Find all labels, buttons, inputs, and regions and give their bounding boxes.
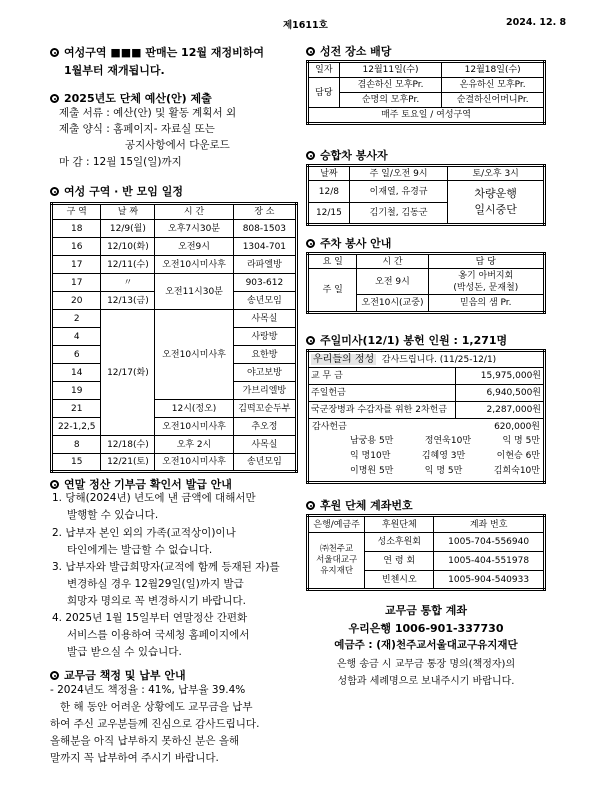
table-row — [52, 238, 297, 256]
assignee-cell: 온유하신 모후Pr. — [442, 78, 545, 93]
offering-label: 주일헌금 — [308, 385, 456, 402]
bullet-icon — [306, 239, 315, 248]
date-cell: 12/15 — [308, 203, 350, 225]
col-header: 12월11일(수) — [339, 62, 442, 78]
area-cell: 8 — [52, 436, 101, 454]
receipt-line: 1. 당해(2024년) 년도에 낸 금액에 대해서만 — [52, 492, 256, 504]
table-row — [52, 310, 297, 328]
holder-cell: ㈜천주교 서울대교구 유지재단 — [308, 533, 365, 590]
flower-title: 성전 장소 배당 — [306, 43, 391, 59]
place-cell: 903-612 — [233, 274, 296, 292]
women-schedule-title: 여성 구역 · 반 모임 일정 — [50, 183, 183, 199]
area-cell: 6 — [52, 346, 101, 364]
area-cell: 14 — [52, 364, 101, 382]
time-cell: 오전11시30분 — [155, 274, 233, 310]
table-row — [52, 256, 297, 274]
receipt-line: 2. 납부자 본인 외의 가족(교적상이)이나 — [52, 527, 236, 539]
offering-title: 주일미사(12/1) 봉헌 인원 : 1,271명 — [306, 332, 507, 348]
parking-title: 주차 봉사 안내 — [306, 235, 391, 251]
budget-line: 마 감 : 12월 15일(일)까지 — [59, 156, 182, 168]
place-cell: 라파엘방 — [233, 256, 296, 274]
receipt-line: 발행할 수 있습니다. — [67, 509, 159, 521]
place-cell: 사랑방 — [233, 328, 296, 346]
offering-label: 교 무 금 — [308, 368, 456, 385]
col-header: 일자 — [308, 62, 340, 78]
area-cell: 4 — [52, 328, 101, 346]
receipt-line: 4. 2025년 1월 15일부터 연말정산 간편화 — [52, 612, 248, 624]
place-cell: 1304-701 — [233, 238, 296, 256]
donor-row: 익 명10만 김혜영 3만 이현승 6만 — [350, 451, 540, 461]
date-cell: 〃 — [101, 274, 155, 292]
accounts-table — [306, 514, 546, 591]
sunday-cell: 김기철, 김동군 — [349, 203, 448, 225]
time-cell: 오전10시(교중) — [357, 295, 428, 313]
col-header: 12월18일(수) — [442, 62, 545, 78]
notice-subtitle: 1월부터 재개됩니다. — [64, 64, 165, 77]
fee-account-holder: 예금주 : (재)천주교서울대교구유지재단 — [334, 639, 518, 651]
assignee-cell: 순명의 모후Pr. — [339, 93, 442, 108]
offering-label: 국군장병과 수감자를 위한 2차헌금 — [308, 402, 456, 419]
bullet-icon — [306, 336, 315, 345]
date-cell: 12/21(토) — [101, 454, 155, 472]
org-cell: 빈첸시오 — [365, 571, 434, 590]
bullet-icon — [50, 187, 59, 196]
offering-amount: 15,975,000원 — [455, 368, 544, 385]
bullet-icon — [50, 94, 59, 103]
col-header: 후원단체 — [365, 516, 434, 533]
table-row — [52, 436, 297, 454]
notice-title: 여성구역 ■■■ 판매는 12월 재정비하여 — [50, 44, 264, 60]
org-cell: 연 령 회 — [365, 552, 434, 571]
col-header: 날 짜 — [101, 204, 155, 220]
col-header: 장 소 — [233, 204, 296, 220]
area-cell: 15 — [52, 454, 101, 472]
area-cell: 2 — [52, 310, 101, 328]
assignee-cell: 순결하신어머니Pr. — [442, 93, 545, 108]
parking-table — [306, 252, 546, 314]
place-cell: 송년모임 — [233, 454, 296, 472]
area-cell: 20 — [52, 292, 101, 310]
owner-cell: 옹기 아버지회 (박성돈, 문재철) — [428, 269, 544, 295]
time-cell: 12시(정오) — [155, 400, 233, 418]
fee-account-note: 은행 송금 시 교무금 통장 명의(책정자)의 — [336, 659, 516, 670]
area-cell: 19 — [52, 382, 101, 400]
col-header: 담 당 — [428, 254, 544, 269]
bullet-icon — [50, 671, 59, 680]
fee-title: 교무금 책정 및 납부 안내 — [50, 667, 186, 683]
col-header: 은행/예금주 — [308, 516, 365, 533]
fee-account-bank: 우리은행 1006-901-337730 — [348, 622, 504, 635]
table-row — [52, 274, 297, 292]
time-cell: 오전10시미사후 — [155, 256, 233, 274]
row-header: 담당 — [308, 78, 340, 108]
place-cell: 김떡꼬순두부 — [233, 400, 296, 418]
offering-table — [306, 349, 546, 484]
receipt-line: 타인에게는 발급할 수 없습니다. — [67, 544, 213, 556]
place-cell: 사목실 — [233, 436, 296, 454]
area-cell: 16 — [52, 238, 101, 256]
table-row — [52, 418, 297, 436]
table-row — [52, 400, 297, 418]
budget-line: 제출 양식 : 홈페이지- 자료실 또는 — [59, 123, 215, 135]
org-cell: 성소후원회 — [365, 533, 434, 552]
receipt-title: 연말 정산 기부금 확인서 발급 안내 — [50, 476, 232, 492]
flower-table — [306, 60, 546, 125]
col-header: 주 일/오전 9시 — [349, 166, 448, 181]
place-cell: 추오정 — [233, 418, 296, 436]
place-cell: 야고보방 — [233, 364, 296, 382]
time-cell: 오후7시30분 — [155, 220, 233, 238]
area-cell: 17 — [52, 256, 101, 274]
receipt-line: 발급 받으실 수 있습니다. — [67, 646, 182, 658]
fee-account-note: 성함과 세례명으로 보내주시기 바랍니다. — [337, 676, 515, 687]
date-cell: 12/18(수) — [101, 436, 155, 454]
offering-amount: 2,287,000원 — [455, 402, 544, 419]
fee-line: 한 해 동안 어려운 상황에도 교무금을 납부 — [60, 701, 253, 713]
bullet-icon — [50, 48, 59, 57]
date-cell: 12/17(화) — [101, 310, 155, 436]
fee-account-title: 교무금 통합 계좌 — [384, 604, 468, 617]
date-cell: 12/10(화) — [101, 238, 155, 256]
account-cell: 1005-704-556940 — [434, 533, 545, 552]
col-header: 구 역 — [52, 204, 101, 220]
place-cell: 808-1503 — [233, 220, 296, 238]
col-header: 계좌 번호 — [434, 516, 545, 533]
bullet-icon — [306, 501, 315, 510]
women-schedule-table — [50, 202, 298, 473]
place-cell: 가브리엘방 — [233, 382, 296, 400]
donor-row: 남궁용 5만 정연욱10만 익 명 5만 — [350, 436, 540, 446]
receipt-line: 서비스를 이용하여 국세청 홈페이지에서 — [67, 629, 250, 641]
bullet-icon — [306, 151, 315, 160]
area-cell: 22-1,2,5 — [52, 418, 101, 436]
offering-thanksgiving: 감사헌금 620,000원 남궁용 5만 정연욱10만 익 명 5만 익 명10만 김혜영 3만 이현승 6만 이명원 5만 익 명 5만 김희숙10만 — [308, 419, 545, 483]
fee-line: 하여 주신 교우분들께 진심으로 감사드립니다. — [50, 718, 260, 730]
issue-date: 2024. 12. 8 — [506, 17, 567, 28]
col-header: 시 간 — [155, 204, 233, 220]
area-cell: 18 — [52, 220, 101, 238]
receipt-line: 희망자 명의로 꼭 변경하시기 바랍니다. — [67, 595, 246, 607]
table-row — [52, 454, 297, 472]
budget-title: 2025년도 단체 예산(안) 제출 — [50, 90, 212, 106]
owner-cell: 믿음의 샘 Pr. — [428, 295, 544, 313]
fee-line: 말까지 꼭 납부하여 주시기 바랍니다. — [50, 752, 219, 764]
date-cell: 12/11(수) — [101, 256, 155, 274]
offering-thanks: 우리들의 정성 감사드립니다. (11/25-12/1) — [308, 351, 545, 368]
donor-row: 이명원 5만 익 명 5만 김희숙10만 — [350, 466, 540, 476]
place-cell: 송년모임 — [233, 292, 296, 310]
account-cell: 1005-404-551978 — [434, 552, 545, 571]
bullet-icon — [306, 47, 315, 56]
accounts-title: 후원 단체 계좌번호 — [306, 497, 413, 513]
receipt-line: 변경하실 경우 12월29일(일)까지 발급 — [67, 578, 244, 590]
account-cell: 1005-904-540933 — [434, 571, 545, 590]
col-header: 시 간 — [357, 254, 428, 269]
time-cell: 오전10시미사후 — [155, 418, 233, 436]
time-cell: 오후 2시 — [155, 436, 233, 454]
offering-amount: 6,940,500원 — [455, 385, 544, 402]
col-header: 토/오후 3시 — [448, 166, 545, 181]
place-cell: 요한방 — [233, 346, 296, 364]
footer-cell: 매주 토요일 / 여성구역 — [308, 108, 545, 124]
col-header: 요 일 — [308, 254, 357, 269]
receipt-line: 3. 납부자와 발급희망자(교적에 함께 등재된 자)를 — [52, 561, 280, 573]
day-cell: 주 일 — [308, 269, 357, 313]
fee-line: 올해분을 아직 납부하지 못하신 분은 올해 — [50, 735, 240, 747]
issue-number: 제1611호 — [283, 20, 328, 31]
time-cell: 오전10시미사후 — [155, 454, 233, 472]
sunday-cell: 이재열, 유경규 — [349, 181, 448, 203]
area-cell: 21 — [52, 400, 101, 418]
time-cell: 오전9시 — [155, 238, 233, 256]
date-cell: 12/13(금) — [101, 292, 155, 310]
date-cell: 12/9(월) — [101, 220, 155, 238]
van-title: 승합차 봉사자 — [306, 147, 388, 163]
fee-line: - 2024년도 책정율 : 41%, 납부율 39.4% — [50, 684, 246, 696]
budget-line: 제출 서류 : 예산(안) 및 활동 계획서 외 — [59, 107, 237, 119]
assignee-cell: 겸손하신 모후Pr. — [339, 78, 442, 93]
saturday-cell: 차량운행 일시중단 — [448, 181, 545, 225]
budget-line: 공지사항에서 다운로드 — [125, 139, 230, 151]
date-cell: 12/8 — [308, 181, 350, 203]
table-row — [52, 220, 297, 238]
time-cell: 오전 9시 — [357, 269, 428, 295]
area-cell: 17 — [52, 274, 101, 292]
col-header: 날짜 — [308, 166, 350, 181]
van-table — [306, 164, 546, 226]
bullet-icon — [50, 480, 59, 489]
time-cell: 오전10시미사후 — [155, 310, 233, 400]
place-cell: 사목실 — [233, 310, 296, 328]
